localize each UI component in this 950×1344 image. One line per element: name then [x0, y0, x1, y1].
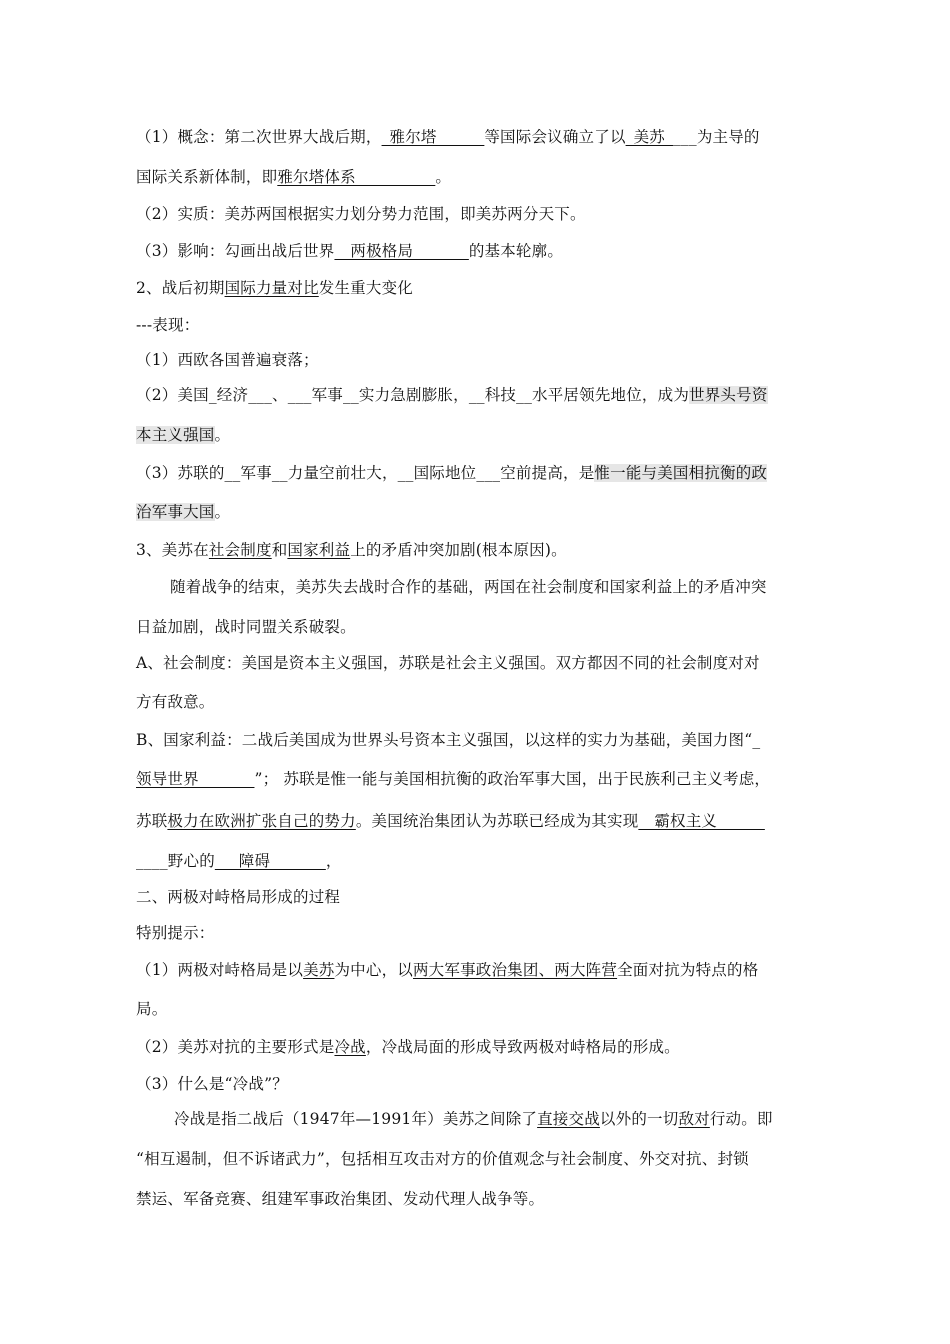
- tip-1-cont: 局。: [136, 1000, 168, 1018]
- highlight: 惟一能与美国相抗衡的政: [594, 464, 768, 482]
- point-2-cont: 本主义强国。: [136, 426, 231, 444]
- highlight: 治军事大国: [136, 503, 215, 521]
- part-2-title: 二、两极对峙格局形成的过程: [136, 888, 341, 906]
- blank-bipolar: __两极格局_______: [334, 242, 469, 260]
- point-3-cont: 治军事大国。: [136, 503, 231, 521]
- blank-us-ussr: _美苏_: [625, 128, 673, 146]
- blank-obstacle: ___障碍_______: [214, 852, 326, 870]
- concept-line: （1）概念：第二次世界大战后期，_雅尔塔______等国际会议确立了以_美苏____为主导的: [136, 128, 760, 146]
- blank-yalta-system: 雅尔塔体系__________: [277, 168, 436, 186]
- highlight: 本主义强国: [136, 426, 215, 444]
- blank-hegemony: __霸权主义______: [638, 812, 765, 830]
- tip-label: 特别提示：: [136, 924, 215, 942]
- item-b-line-2: 领导世界_______”； 苏联是惟一能与美国相抗衡的政治军事大国，出于民族利己主义考虑，: [136, 770, 771, 788]
- paragraph-line: 日益加剧，战时同盟关系破裂。: [136, 618, 356, 636]
- item-b-line-3: 苏联极力在欧洲扩张自己的势力。美国统治集团认为苏联已经成为其实现__霸权主义______: [136, 812, 765, 830]
- show-label: ---表现：: [136, 316, 200, 334]
- point-3: （3）苏联的__军事__力量空前壮大，__国际地位___空前提高，是惟一能与美国相抗衡的政: [136, 464, 768, 482]
- item-b-line-4: ____野心的___障碍_______，: [136, 852, 342, 870]
- tip-3: （3）什么是“冷战”？: [136, 1075, 288, 1093]
- tip-1: （1）两极对峙格局是以美苏为中心，以两大军事政治集团、两大阵营全面对抗为特点的格: [136, 961, 759, 979]
- point-1: （1）西欧各国普遍衰落；: [136, 351, 319, 369]
- highlight: 世界头号资: [689, 386, 768, 404]
- blank-lead-world: 领导世界_______: [136, 770, 255, 788]
- cold-war-definition-3: 禁运、军备竞赛、组建军事政治集团、发动代理人战争等。: [136, 1190, 545, 1208]
- paragraph-line: 随着战争的结束，美苏失去战时合作的基础，两国在社会制度和国家利益上的矛盾冲突: [170, 578, 767, 596]
- section-2-title: 2、战后初期国际力量对比发生重大变化: [136, 279, 413, 297]
- item-a-line-2: 方有敌意。: [136, 693, 215, 711]
- cold-war-definition: 冷战是指二战后（1947年—1991年）美苏之间除了直接交战以外的一切敌对行动。即: [174, 1110, 773, 1128]
- section-3-title: 3、美苏在社会制度和国家利益上的矛盾冲突加剧(根本原因)。: [136, 541, 567, 559]
- concept-line-2: 国际关系新体制，即雅尔塔体系__________。: [136, 168, 452, 186]
- item-b-line: B、国家利益：二战后美国成为世界头号资本主义强国，以这样的实力为基础，美国力图“_: [136, 731, 761, 749]
- essence-line: （2）实质：美苏两国根据实力划分势力范围，即美苏两分天下。: [136, 205, 586, 223]
- blank-yalta: _雅尔塔______: [381, 128, 485, 146]
- point-2: （2）美国_经济___、___军事__实力急剧膨胀，__科技__水平居领先地位，成为世界头号资: [136, 386, 768, 404]
- cold-war-definition-2: “相互遏制，但不诉诸武力”，包括相互攻击对方的价值观念与社会制度、外交对抗、封锁: [136, 1150, 749, 1168]
- item-a-line: A、社会制度：美国是资本主义强国，苏联是社会主义强国。双方都因不同的社会制度对对: [136, 654, 760, 672]
- influence-line: （3）影响：勾画出战后世界__两极格局_______的基本轮廓。: [136, 242, 564, 260]
- tip-2: （2）美苏对抗的主要形式是冷战，冷战局面的形成导致两极对峙格局的形成。: [136, 1038, 680, 1056]
